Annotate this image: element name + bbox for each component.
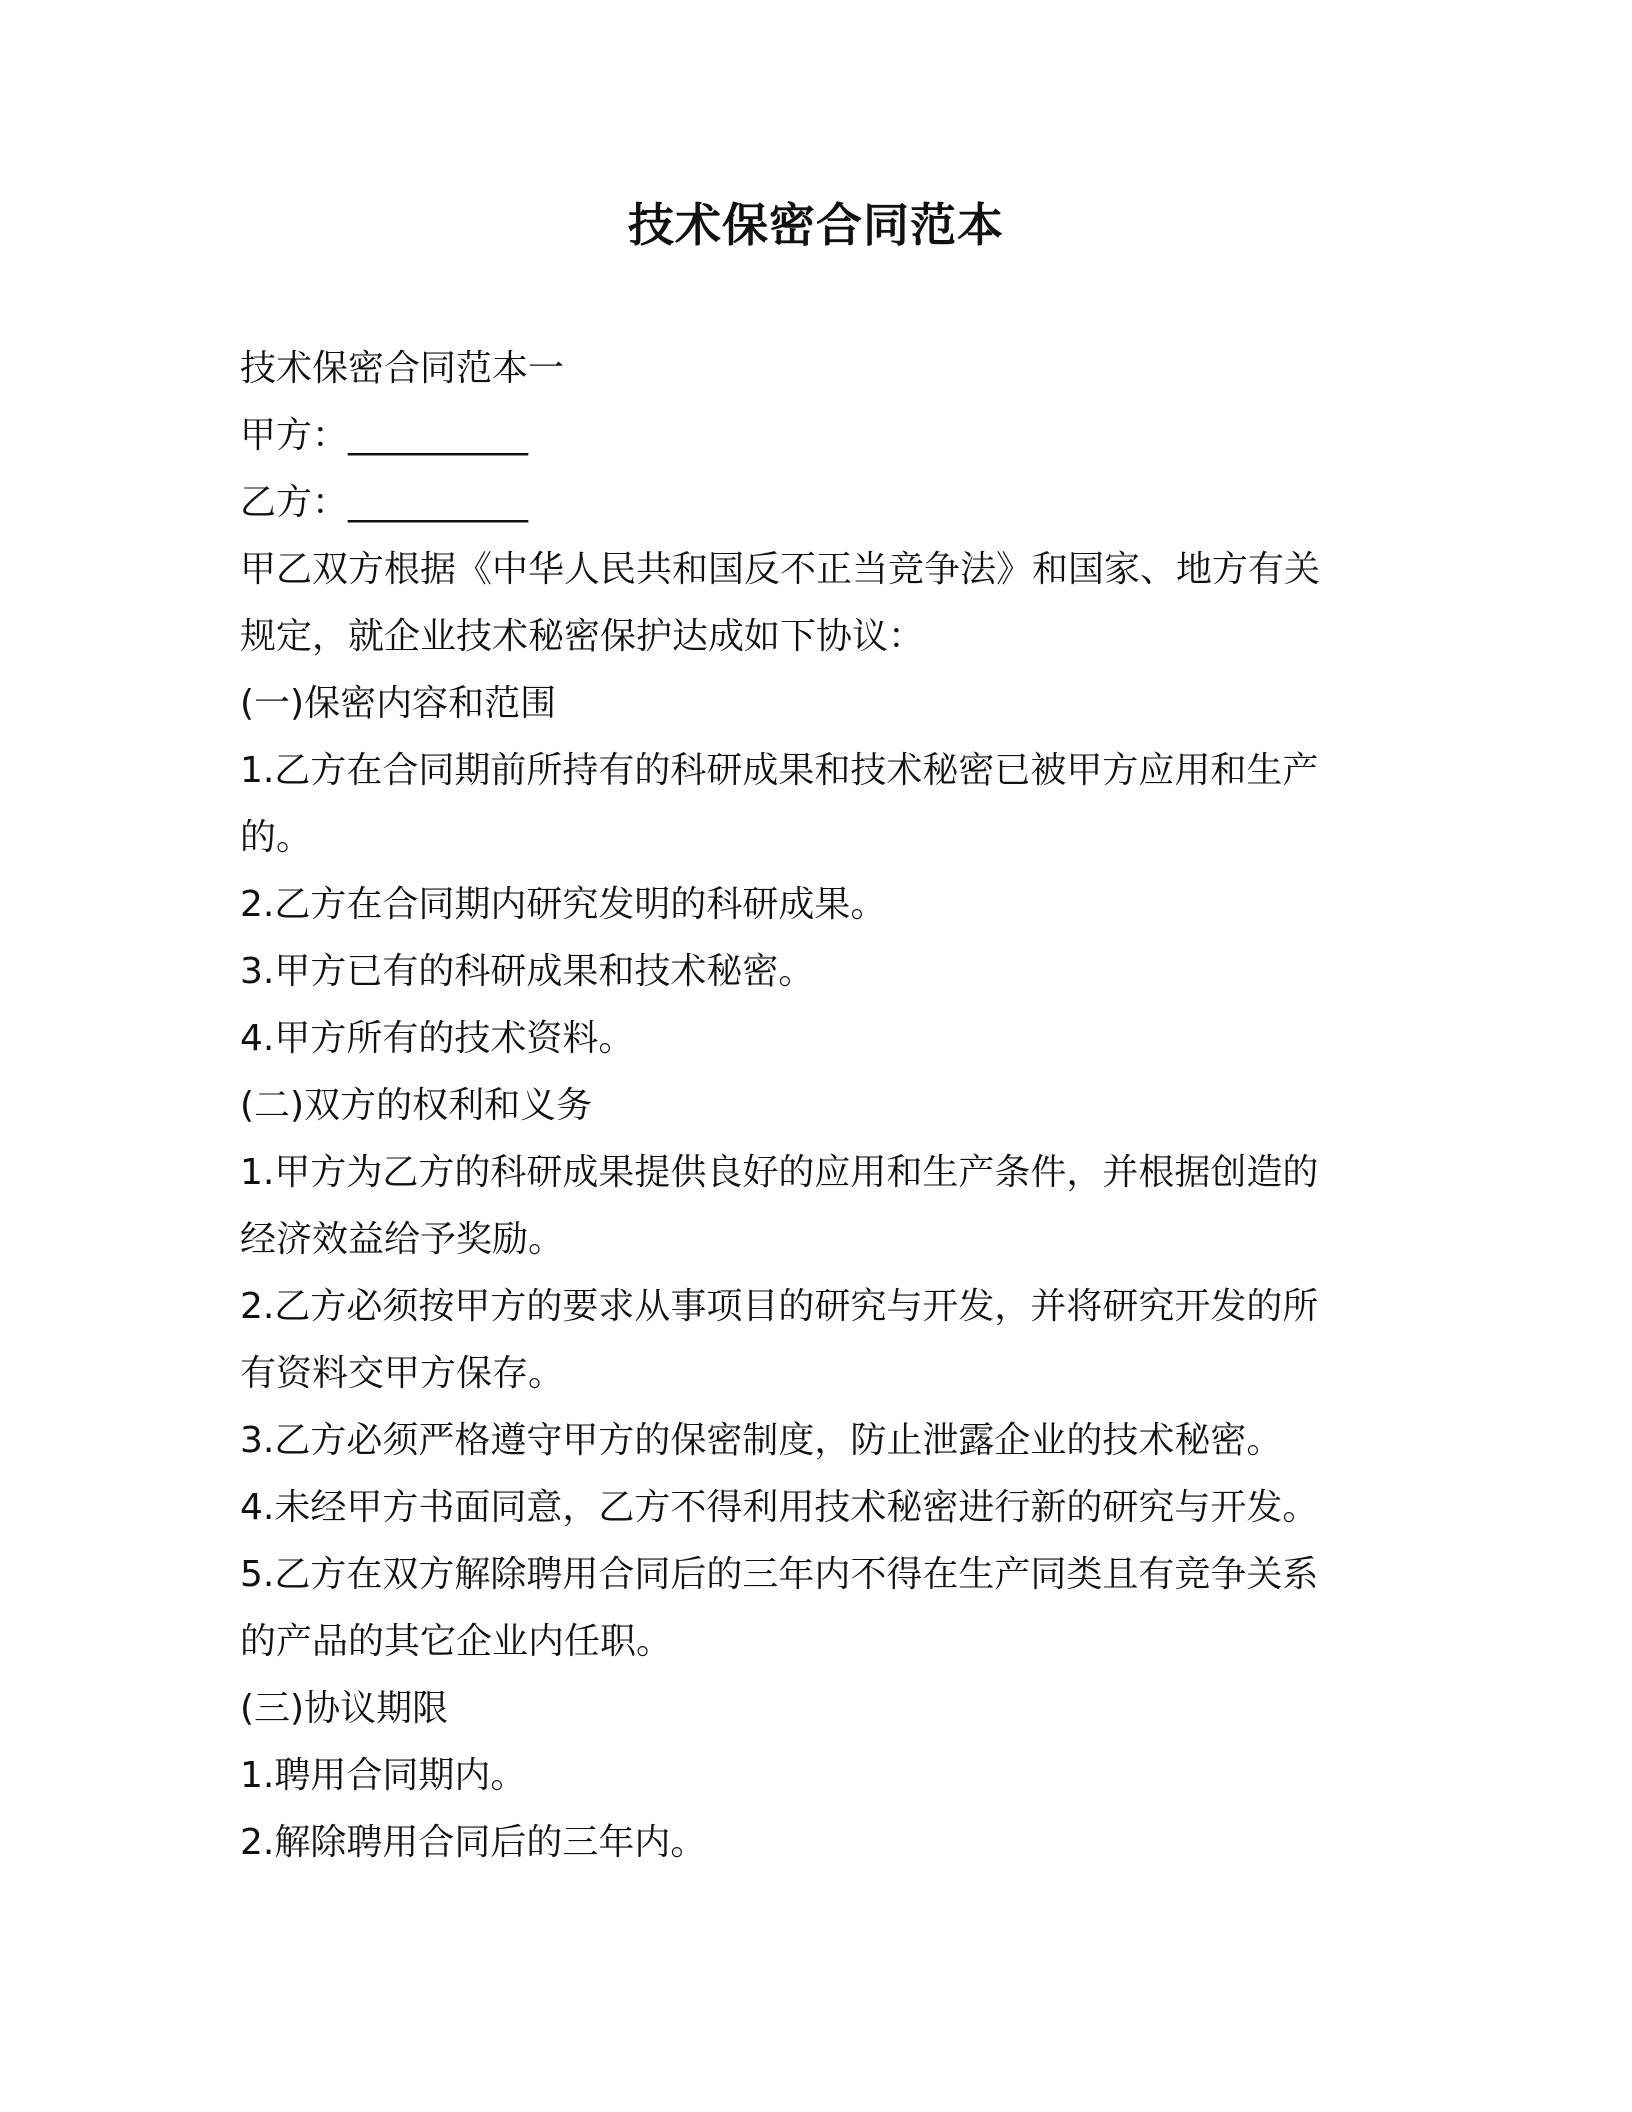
text-line: 5.乙方在双方解除聘用合同后的三年内不得在生产同类且有竞争关系 xyxy=(240,1554,1319,1595)
party-b-line: 乙方：__________ xyxy=(240,482,529,523)
section-heading: (二)双方的权利和义务 xyxy=(240,1085,593,1126)
text-line: 1.乙方在合同期前所持有的科研成果和技术秘密已被甲方应用和生产 xyxy=(240,750,1319,791)
text-line: 3.乙方必须严格遵守甲方的保密制度，防止泄露企业的技术秘密。 xyxy=(240,1420,1283,1461)
party-a-line: 甲方：__________ xyxy=(240,415,529,456)
document-body xyxy=(240,335,1360,1876)
text-line: 规定，就企业技术秘密保护达成如下协议： xyxy=(240,616,925,657)
section-heading: (三)协议期限 xyxy=(240,1688,449,1729)
text-line: 2.解除聘用合同后的三年内。 xyxy=(240,1822,707,1863)
text-line: 甲乙双方根据《中华人民共和国反不正当竞争法》和国家、地方有关 xyxy=(240,549,1321,590)
text-line: 经济效益给予奖励。 xyxy=(240,1219,565,1260)
text-line: 的。 xyxy=(240,817,313,858)
text-line: 4.甲方所有的技术资料。 xyxy=(240,1018,635,1059)
text-line: 的产品的其它企业内任职。 xyxy=(240,1621,673,1662)
section-subtitle: 技术保密合同范本一 xyxy=(240,348,565,389)
text-line: 4.未经甲方书面同意，乙方不得利用技术秘密进行新的研究与开发。 xyxy=(240,1487,1319,1528)
document-title: 技术保密合同范本 xyxy=(628,198,1004,252)
section-heading: (一)保密内容和范围 xyxy=(240,683,557,724)
text-line: 2.乙方在合同期内研究发明的科研成果。 xyxy=(240,884,887,925)
text-line: 有资料交甲方保存。 xyxy=(240,1353,565,1394)
text-line: 3.甲方已有的科研成果和技术秘密。 xyxy=(240,951,815,992)
text-line: 1.聘用合同期内。 xyxy=(240,1755,527,1796)
text-line: 1.甲方为乙方的科研成果提供良好的应用和生产条件，并根据创造的 xyxy=(240,1152,1319,1193)
text-line: 2.乙方必须按甲方的要求从事项目的研究与开发，并将研究开发的所 xyxy=(240,1286,1319,1327)
